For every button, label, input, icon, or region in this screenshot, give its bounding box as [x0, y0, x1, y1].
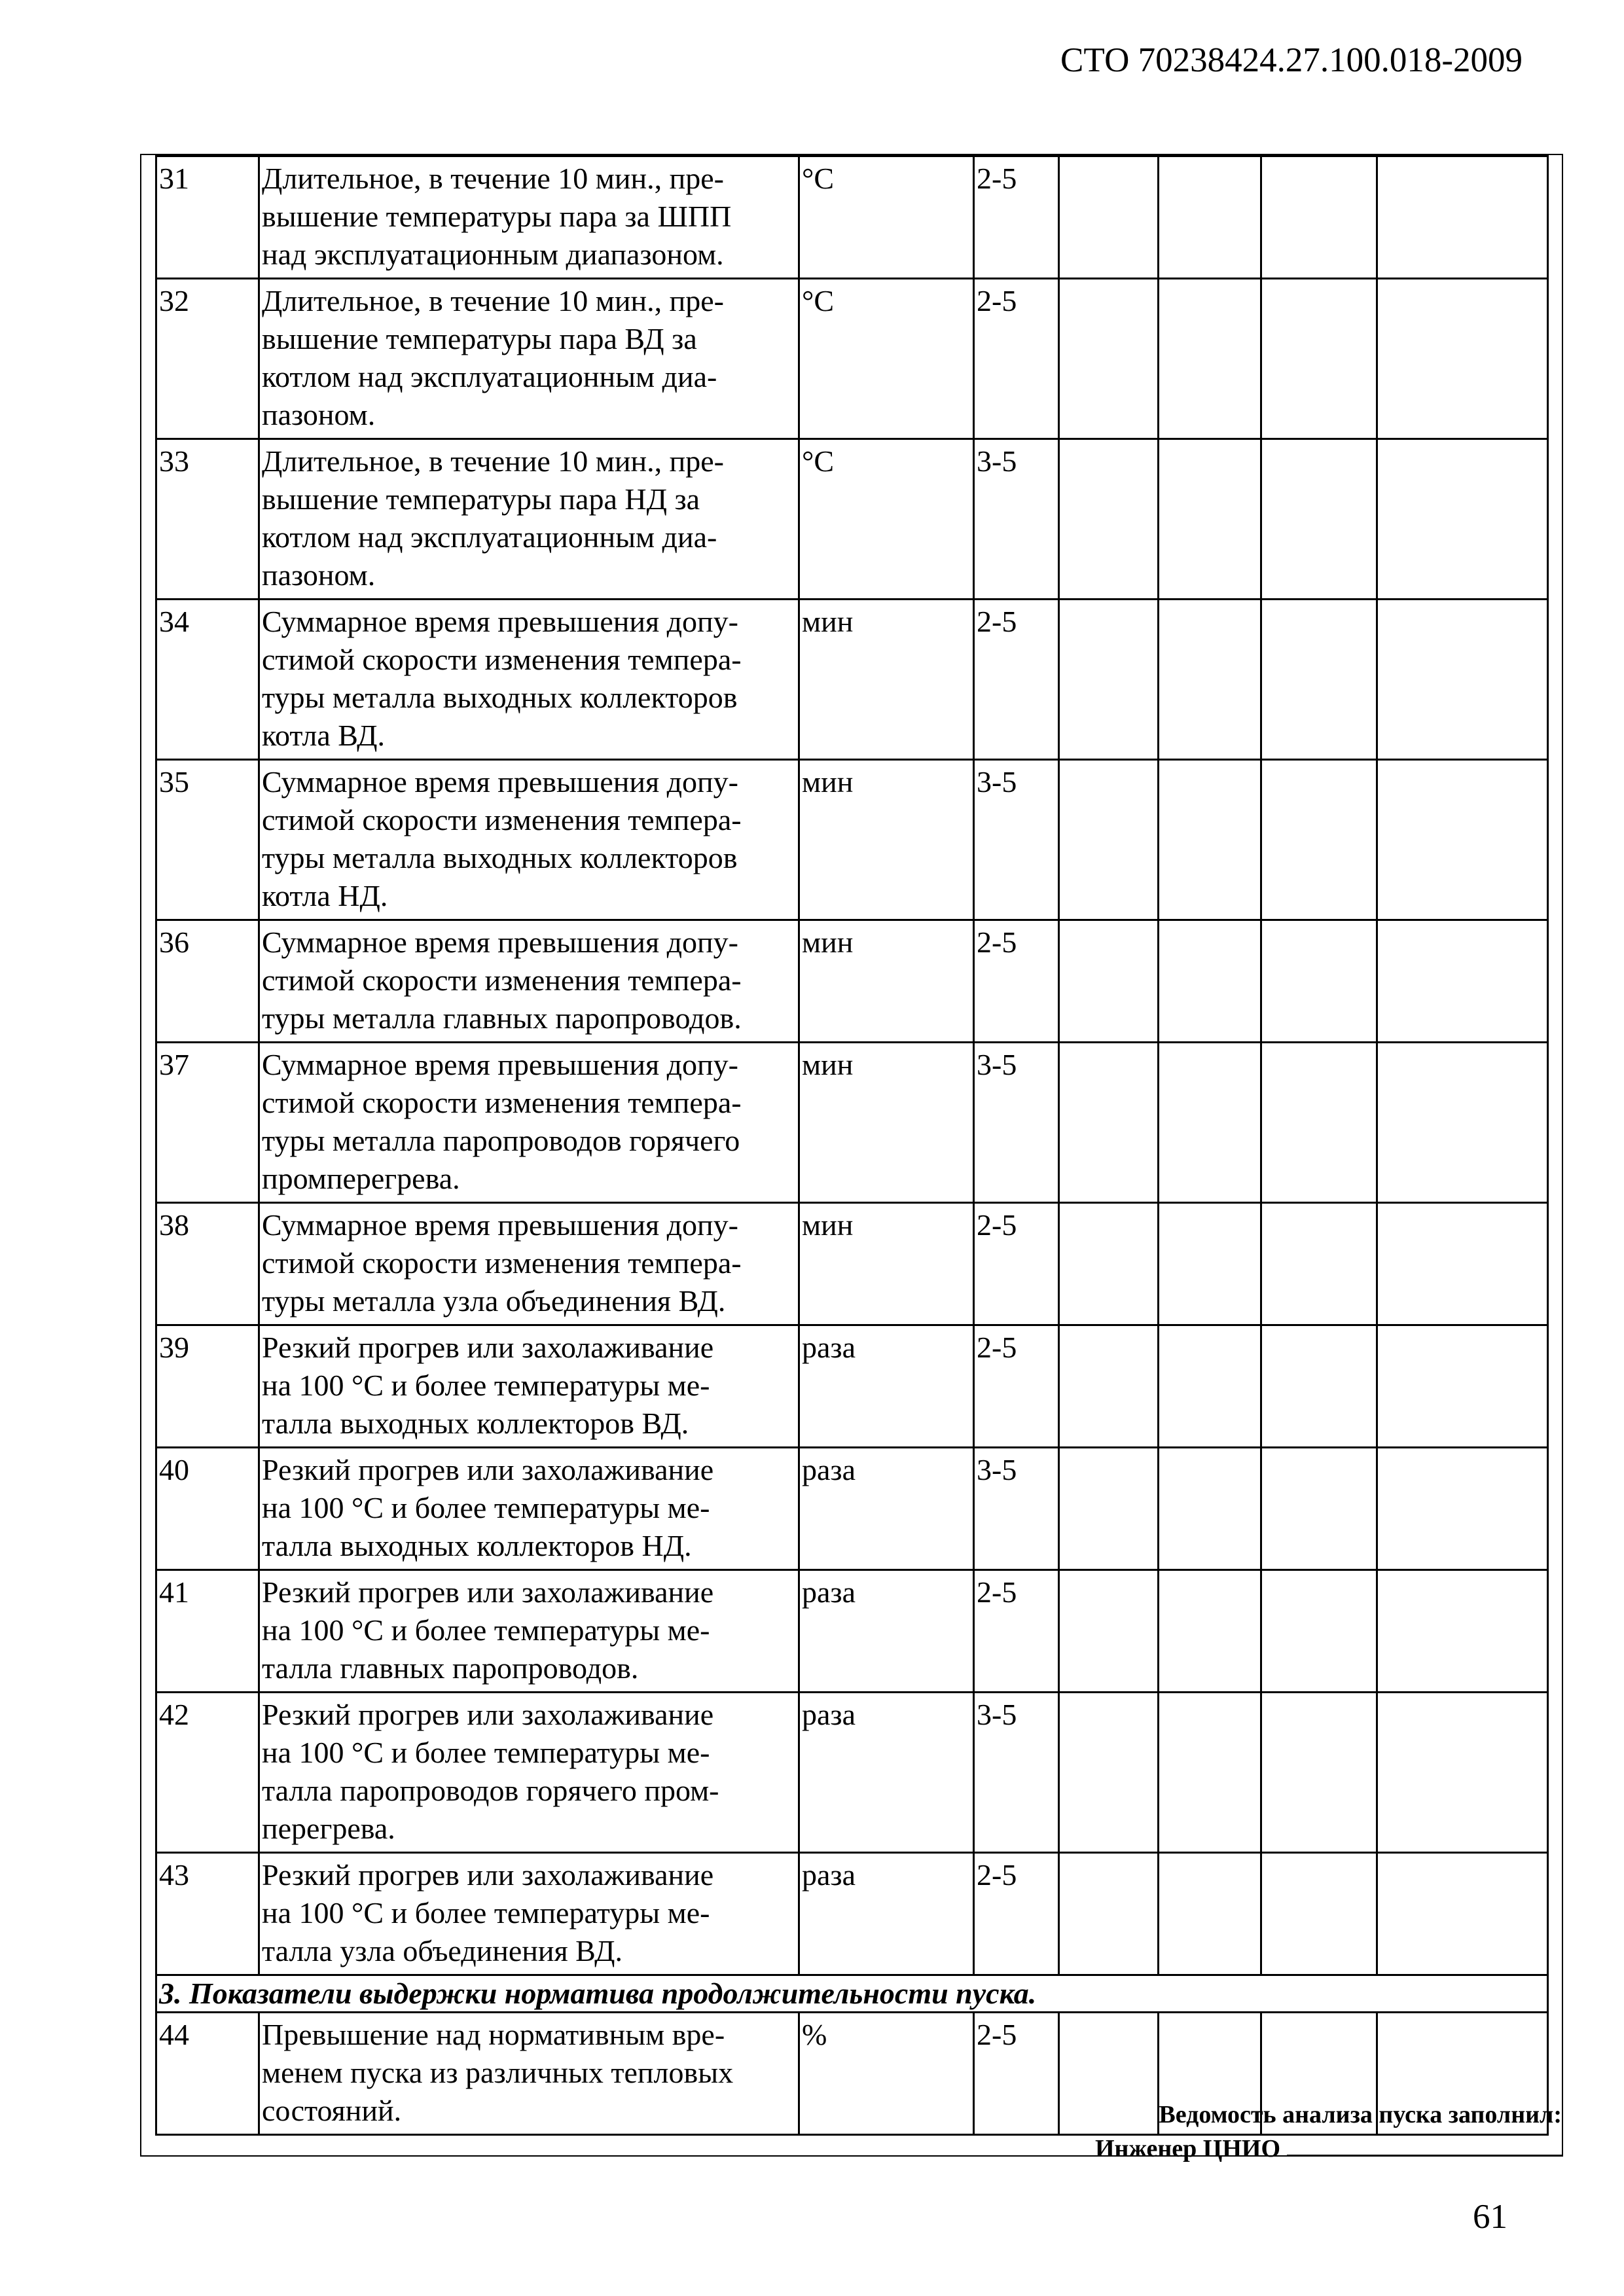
- row-number: 42: [156, 1693, 259, 1853]
- row-value-cell-2: [1159, 1203, 1261, 1325]
- row-range: 2-5: [974, 1325, 1059, 1448]
- row-indicator: Суммарное время превышения допу- стимой скорости изменения темпера- туры металла главных паропроводов.: [259, 920, 799, 1043]
- section-3-header-row: [156, 1975, 1548, 2013]
- row-number: 40: [156, 1448, 259, 1570]
- row-unit: мин: [799, 1043, 974, 1203]
- row-value-cell-1: [1059, 600, 1159, 760]
- row-indicator: Резкий прогрев или захолаживание на 100 °С и более температуры ме- талла главных паропроводов.: [259, 1570, 799, 1693]
- row-number: 41: [156, 1570, 259, 1693]
- signature-blank: [1287, 2135, 1562, 2157]
- row-value-cell-3: [1261, 1693, 1377, 1853]
- page-number: 61: [1473, 2198, 1507, 2236]
- row-unit: %: [799, 2013, 974, 2135]
- row-value-cell-2: [1159, 760, 1261, 920]
- row-value-cell-3: [1261, 1853, 1377, 1975]
- row-value-cell-1: [1059, 439, 1159, 600]
- row-range: 2-5: [974, 1853, 1059, 1975]
- row-range: 2-5: [974, 279, 1059, 439]
- row-value-cell-2: [1159, 1853, 1261, 1975]
- row-number: 31: [156, 156, 259, 279]
- row-value-cell-4: [1377, 1448, 1548, 1570]
- row-unit: °С: [799, 156, 974, 279]
- row-number: 36: [156, 920, 259, 1043]
- table-row: [156, 279, 1548, 439]
- row-value-cell-3: [1261, 920, 1377, 1043]
- row-number: 35: [156, 760, 259, 920]
- row-indicator: Длительное, в течение 10 мин., пре- вышение температуры пара за ШПП над эксплуатационным диапазоном.: [259, 156, 799, 279]
- row-value-cell-2: [1159, 920, 1261, 1043]
- row-value-cell-3: [1261, 1043, 1377, 1203]
- row-indicator: Суммарное время превышения допу- стимой скорости изменения темпера- туры металла паропроводов горячего промперегрева.: [259, 1043, 799, 1203]
- table-row: [156, 1693, 1548, 1853]
- row-unit: мин: [799, 1203, 974, 1325]
- row-indicator: Резкий прогрев или захолаживание на 100 °С и более температуры ме- талла выходных коллекторов НД.: [259, 1448, 799, 1570]
- row-value-cell-2: [1159, 1043, 1261, 1203]
- row-value-cell-3: [1261, 1448, 1377, 1570]
- engineer-label: Инженер ЦНИО: [1095, 2135, 1280, 2162]
- row-value-cell-2: [1159, 439, 1261, 600]
- row-value-cell-1: [1059, 2013, 1159, 2135]
- row-value-cell-2: [1159, 279, 1261, 439]
- row-unit: раза: [799, 1448, 974, 1570]
- row-value-cell-1: [1059, 1043, 1159, 1203]
- row-value-cell-3: [1261, 760, 1377, 920]
- row-unit: мин: [799, 920, 974, 1043]
- row-value-cell-4: [1377, 156, 1548, 279]
- row-indicator: Суммарное время превышения допу- стимой скорости изменения темпера- туры металла узла объединения ВД.: [259, 1203, 799, 1325]
- row-indicator: Суммарное время превышения допу- стимой скорости изменения темпера- туры металла выходных коллекторов котла ВД.: [259, 600, 799, 760]
- row-indicator: Длительное, в течение 10 мин., пре- вышение температуры пара ВД за котлом над эксплуатационным диа- пазоном.: [259, 279, 799, 439]
- row-unit: раза: [799, 1853, 974, 1975]
- row-unit: раза: [799, 1693, 974, 1853]
- table-row: [156, 1853, 1548, 1975]
- row-unit: раза: [799, 1570, 974, 1693]
- row-value-cell-1: [1059, 760, 1159, 920]
- row-indicator: Резкий прогрев или захолаживание на 100 °С и более температуры ме- талла паропроводов горячего пром- перегрева.: [259, 1693, 799, 1853]
- row-range: 3-5: [974, 1043, 1059, 1203]
- row-value-cell-3: [1261, 1203, 1377, 1325]
- table-row: [156, 1043, 1548, 1203]
- row-unit: раза: [799, 1325, 974, 1448]
- row-value-cell-4: [1377, 1853, 1548, 1975]
- row-value-cell-2: [1159, 1448, 1261, 1570]
- row-number: 44: [156, 2013, 259, 2135]
- section-3-title: 3. Показатели выдержки норматива продолжительности пуска.: [156, 1975, 1548, 2013]
- row-number: 38: [156, 1203, 259, 1325]
- row-indicator: Резкий прогрев или захолаживание на 100 °С и более температуры ме- талла узла объединения ВД.: [259, 1853, 799, 1975]
- row-value-cell-3: [1261, 600, 1377, 760]
- row-value-cell-1: [1059, 1693, 1159, 1853]
- table-row: [156, 156, 1548, 279]
- document-code: СТО 70238424.27.100.018-2009: [1060, 41, 1523, 79]
- row-number: 37: [156, 1043, 259, 1203]
- table-row: [156, 760, 1548, 920]
- row-value-cell-2: [1159, 156, 1261, 279]
- section-3: [156, 1975, 1548, 2013]
- row-number: 32: [156, 279, 259, 439]
- table-row: [156, 1203, 1548, 1325]
- row-number: 39: [156, 1325, 259, 1448]
- row-range: 3-5: [974, 1448, 1059, 1570]
- row-value-cell-1: [1059, 279, 1159, 439]
- row-value-cell-4: [1377, 1325, 1548, 1448]
- row-range: 2-5: [974, 920, 1059, 1043]
- row-value-cell-4: [1377, 1203, 1548, 1325]
- row-value-cell-1: [1059, 156, 1159, 279]
- table-row: [156, 1448, 1548, 1570]
- row-indicator: Длительное, в течение 10 мин., пре- вышение температуры пара НД за котлом над эксплуатационным диа- пазоном.: [259, 439, 799, 600]
- table-row: [156, 1570, 1548, 1693]
- row-value-cell-1: [1059, 1570, 1159, 1693]
- row-value-cell-3: [1261, 439, 1377, 600]
- row-value-cell-2: [1159, 1693, 1261, 1853]
- row-unit: мин: [799, 600, 974, 760]
- row-range: 2-5: [974, 1570, 1059, 1693]
- row-unit: мин: [799, 760, 974, 920]
- row-indicator: Превышение над нормативным вре- менем пуска из различных тепловых состояний.: [259, 2013, 799, 2135]
- row-value-cell-2: [1159, 1325, 1261, 1448]
- row-value-cell-4: [1377, 439, 1548, 600]
- row-value-cell-4: [1377, 760, 1548, 920]
- row-value-cell-1: [1059, 1203, 1159, 1325]
- row-unit: °С: [799, 279, 974, 439]
- table-row: [156, 600, 1548, 760]
- row-value-cell-4: [1377, 920, 1548, 1043]
- analysis-table: [155, 155, 1549, 2136]
- row-unit: °С: [799, 439, 974, 600]
- row-value-cell-3: [1261, 156, 1377, 279]
- row-range: 2-5: [974, 1203, 1059, 1325]
- row-value-cell-2: [1159, 1570, 1261, 1693]
- row-range: 3-5: [974, 1693, 1059, 1853]
- row-value-cell-4: [1377, 1043, 1548, 1203]
- row-number: 33: [156, 439, 259, 600]
- row-value-cell-3: [1261, 1325, 1377, 1448]
- table-row: [156, 439, 1548, 600]
- table-body-main: [156, 156, 1548, 1975]
- row-range: 2-5: [974, 2013, 1059, 2135]
- row-range: 2-5: [974, 600, 1059, 760]
- row-range: 3-5: [974, 439, 1059, 600]
- row-value-cell-4: [1377, 279, 1548, 439]
- row-number: 34: [156, 600, 259, 760]
- row-indicator: Суммарное время превышения допу- стимой скорости изменения темпера- туры металла выходных коллекторов котла НД.: [259, 760, 799, 920]
- row-value-cell-2: [1159, 600, 1261, 760]
- row-value-cell-4: [1377, 1693, 1548, 1853]
- table-row: [156, 1325, 1548, 1448]
- engineer-signature-line: [1095, 2135, 1562, 2161]
- row-value-cell-1: [1059, 1325, 1159, 1448]
- row-value-cell-4: [1377, 1570, 1548, 1693]
- row-value-cell-3: [1261, 279, 1377, 439]
- row-indicator: Резкий прогрев или захолаживание на 100 °С и более температуры ме- талла выходных коллекторов ВД.: [259, 1325, 799, 1448]
- row-range: 3-5: [974, 760, 1059, 920]
- row-value-cell-1: [1059, 920, 1159, 1043]
- row-value-cell-4: [1377, 600, 1548, 760]
- row-value-cell-1: [1059, 1448, 1159, 1570]
- row-value-cell-1: [1059, 1853, 1159, 1975]
- row-number: 43: [156, 1853, 259, 1975]
- row-range: 2-5: [974, 156, 1059, 279]
- row-value-cell-3: [1261, 1570, 1377, 1693]
- table-row: [156, 920, 1548, 1043]
- filled-by-label: Ведомость анализа пуска заполнил:: [1159, 2101, 1562, 2128]
